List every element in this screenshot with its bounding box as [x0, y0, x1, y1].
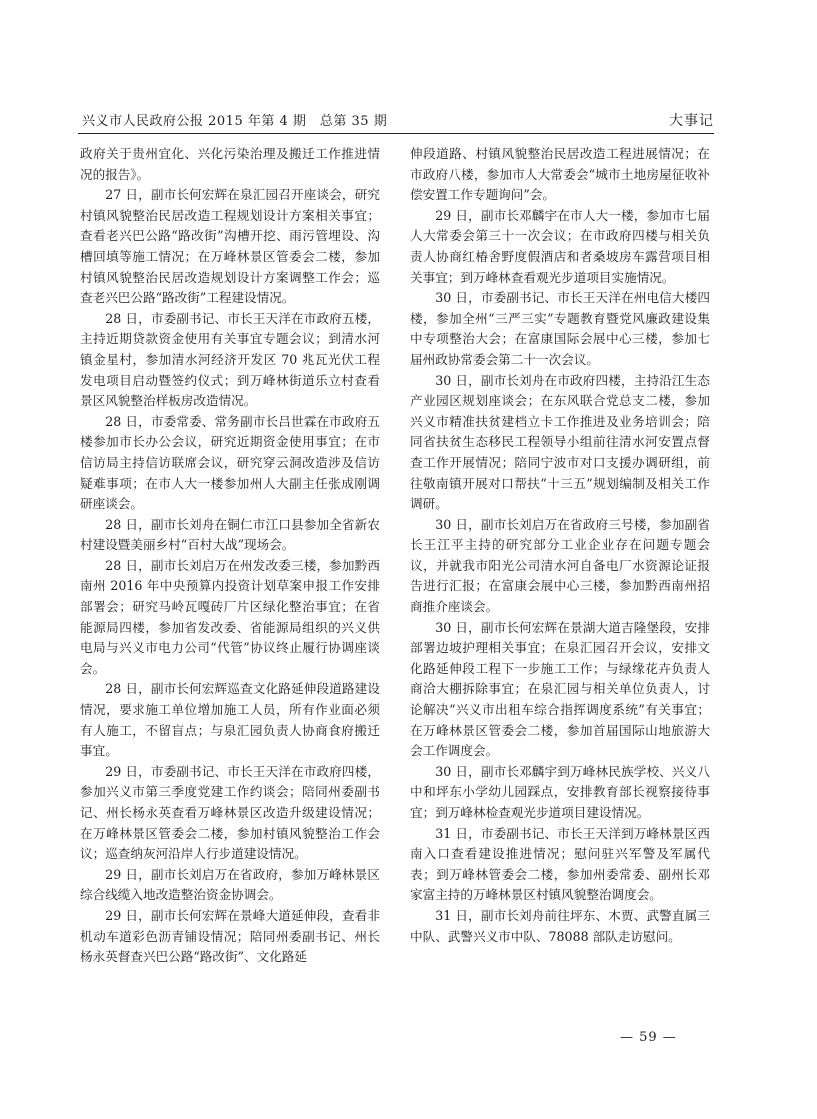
- section-title: 大事记: [669, 113, 714, 129]
- paragraph: 28 日，市委副书记、市长王天洋在市政府五楼，主持近期贷款资金使用有关事宜专题会议；到清水河镇金星村，参加清水河经济开发区 70 兆瓦光伏工程发电项目启动暨签约仪式；到万峰林街道乐立村查看景区风貌整治样板房改造情况。: [80, 310, 380, 409]
- paragraph: 28 日，市委常委、常务副市长吕世霖在市政府五楼参加市长办公会议，研究近期资金使用事宜；在市信访局主持信访联席会议，研究穿云洞改造涉及信访疑难事项；在市人大一楼参加州人大副主任张成刚调研座谈会。: [80, 413, 380, 512]
- paragraph: 29 日，市委副书记、市长王天洋在市政府四楼，参加兴义市第三季度党建工作约谈会；陪同州委副书记、州长杨永英查看万峰林景区改造升级建设情况；在万峰林景区管委会二楼，参加村镇风貌整治工作会议；巡查纳灰河沿岸人行步道建设情况。: [80, 763, 380, 862]
- paragraph: 政府关于贵州宜化、兴化污染治理及搬迁工作推进情况的报告》。: [80, 146, 380, 182]
- publication-title: 兴义市人民政府公报 2015 年第 4 期 总第 35 期: [82, 114, 388, 129]
- paragraph: 30 日，副市长何宏辉在景湖大道吉隆堡段，安排部署边坡护理相关事宜；在泉汇园召开会议，安排文化路延伸段工程下一步施工工作；与绿缘花卉负责人商洽大棚拆除事宜；在泉汇园与相关单位负责人，讨论解决“兴义市出租车综合指挥调度系统”有关事宜；在万峰林景区管委会二楼，参加首届国际山地旅游大会工作调度会。: [410, 619, 710, 759]
- page-number: — 59 —: [620, 1030, 677, 1045]
- paragraph: 28 日，副市长刘启万在州发改委三楼，参加黔西南州 2016 年中央预算内投资计划草案申报工作安排部署会；研究马岭瓦嘎砖厂片区绿化整治事宜；在省能源局四楼，参加省发改委、省能源局组织的兴义供电局与兴义市电力公司“代管”协议终止履行协调座谈会。: [80, 557, 380, 676]
- paragraph: 30 日，副市长刘舟在市政府四楼，主持沿江生态产业园区规划座谈会；在东风联合党总支二楼，参加兴义市精准扶贫建档立卡工作推进及业务培训会；陪同省扶贫生态移民工程领导小组前往清水河安置点督查工作开展情况；陪同宁波市对口支援办调研组，前往敬南镇开展对口帮扶“十三五”规划编制及相关工作调研。: [410, 372, 710, 512]
- paragraph: 31 日，市委副书记、市长王天洋到万峰林景区西南入口查看建设推进情况；慰问驻兴军警及军属代表；到万峰林管委会二楼，参加州委常委、副州长邓家富主持的万峰林景区村镇风貌整治调度会。: [410, 825, 710, 903]
- paragraph: 29 日，副市长刘启万在省政府，参加万峰林景区综合线缆入地改造整治资金协调会。: [80, 866, 380, 903]
- paragraph: 29 日，副市长邓麟宇在市人大一楼，参加市七届人大常委会第三十一次会议；在市政府四楼与相关负责人协商红椿舍野度假酒店和者桑坡房车露营项目相关事宜；到万峰林查看观光步道项目实施情况。: [410, 207, 710, 285]
- paragraph: 30 日，副市长邓麟宇到万峰林民族学校、兴义八中和坪东小学幼儿园踩点，安排教育部长视察接待事宜；到万峰林检查观光步道项目建设情况。: [410, 763, 710, 820]
- paragraph: 31 日，副市长刘舟前往坪东、木贾、武警直属三中队、武警兴义市中队、78088 部队走访慰问。: [410, 907, 710, 944]
- paragraph: 30 日，副市长刘启万在省政府三号楼，参加副省长王江平主持的研究部分工业企业存在问题专题会议，并就我市阳光公司清水河自备电厂水资源论证报告进行汇报；在富康会展中心三楼，参加黔西南州招商推介座谈会。: [410, 516, 710, 615]
- left-column: [80, 144, 380, 968]
- paragraph: 30 日，市委副书记、市长王天洋在州电信大楼四楼，参加全州“三严三实”专题教育暨党风廉政建设集中专项整治大会；在富康国际会展中心三楼，参加七届州政协常委会第二十一次会议。: [410, 290, 710, 367]
- paragraph: 29 日，副市长何宏辉在景峰大道延伸段，查看非机动车道彩色沥青铺设情况；陪同州委副书记、州长杨永英督查兴巴公路“路改街”、文化路延: [80, 907, 380, 965]
- header-rule: [78, 133, 714, 134]
- paragraph: 28 日，副市长何宏辉巡查文化路延伸段道路建设情况，要求施工单位增加施工人员，所有作业面必须有人施工，不留盲点；与泉汇园负责人协商食府搬迁事宜。: [80, 681, 380, 759]
- right-column: [410, 144, 710, 947]
- paragraph: 27 日，副市长何宏辉在泉汇园召开座谈会，研究村镇风貌整治民居改造工程规划设计方案相关事宜；查看老兴巴公路“路改街”沟槽开挖、雨污管埋设、沟槽回填等施工情况；在万峰林景区管委会二楼，参加村镇风貌整治民居改造规划设计方案调整工作会；巡查老兴巴公路“路改街”工程建设情况。: [80, 187, 380, 306]
- paragraph: 伸段道路、村镇风貌整治民居改造工程进展情况；在市政府八楼，参加市人大常委会“城市土地房屋征收补偿安置工作专题询问”会。: [410, 146, 710, 203]
- page-header: [78, 110, 714, 128]
- paragraph: 28 日，副市长刘舟在铜仁市江口县参加全省新农村建设暨美丽乡村“百村大战”现场会。: [80, 516, 380, 553]
